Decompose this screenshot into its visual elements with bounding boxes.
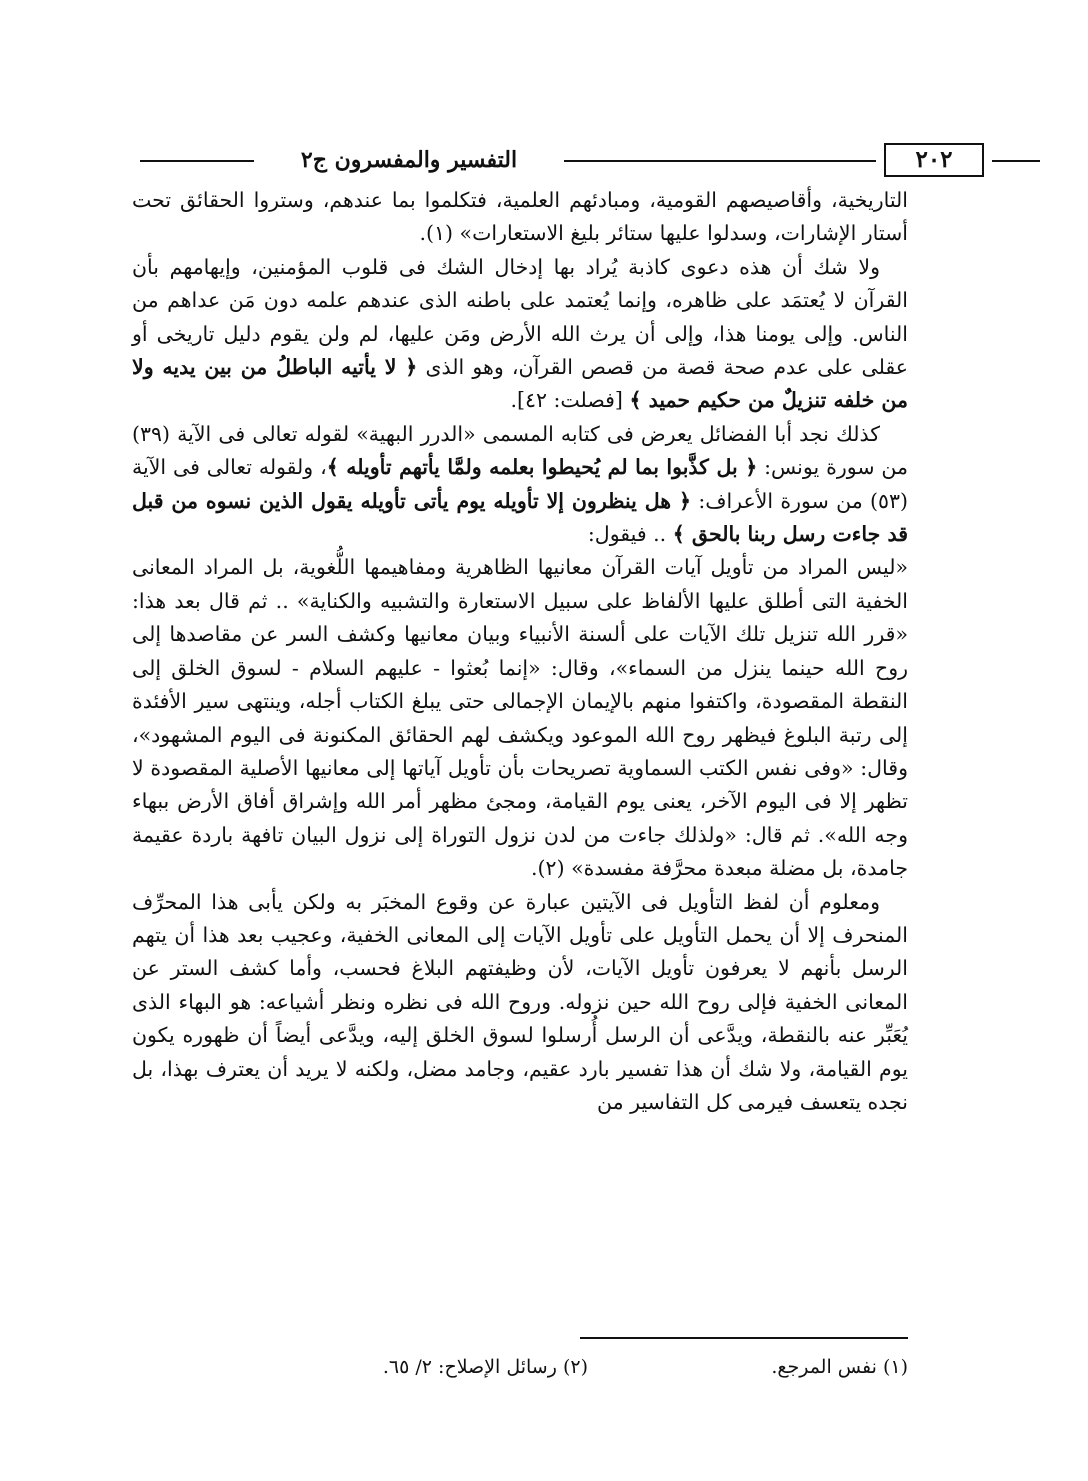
paragraph-2-text: ولا شك أن هذه دعوى كاذبة يُراد بها إدخال الشك فى قلوب المؤمنين، وإيهامهم بأن القرآن لا يُعتمَد على ظاهره، وإنما يُعتمد على باطنه الذى عندهم علمه دون مَن عداهم من الناس. وإلى يومنا هذا، وإلى أن يرث الله الأرض ومَن عليها، لم ولن يقوم دليل تاريخى أو عقلى على عدم صحة قصة من قصص القرآن، وهو الذى: [132, 254, 909, 380]
header-rule-left: [140, 160, 254, 162]
paragraph-4-quotation: «ليس المراد من تأويل آيات القرآن معانيها الظاهرية ومفاهيمها اللُّغوية، بل المراد المعانى الخفية التى أطلق عليها الألفاظ على سبيل الاستعارة والتشبيه والكناية» .. ثم قال بعد هذا: «قرر الله تنزيل تلك الآيات على ألسنة الأنبياء وبيان معانيها وكشف السر عن مقاصدها إلى روح الله حينما ينزل من السماء»، وقال: «إنما بُعثوا - عليهم السلام - لسوق الخلق إلى النقطة المقصودة، واكتفوا منهم بالإيمان الإجمالى حتى يبلغ الكتاب أجله، وينتهى سير الأفئدة إلى رتبة البلوغ فيظهر روح الله الموعود ويكشف لهم الحقائق المكنونة فى اليوم المشهود»، وقال: «وفى نفس الكتب السماوية تصريحات بأن تأويل آياتها إلى معانيها الأصلية المقصودة لا تظهر إلا فى اليوم الآخر، يعنى يوم القيامة، ومجئ مظهر أمر الله وإشراق أفاق الأرض ببهاء وجه الله». ثم قال: «ولذلك جاءت من لدن نزول التوراة إلى نزول البيان تافهة باردة عقيمة جامدة، بل مضلة مبعدة محرَّفة مفسدة» (٢).: [132, 555, 908, 881]
running-header: [132, 143, 953, 179]
header-rule-right: [992, 160, 1040, 162]
footnotes: [132, 1352, 908, 1388]
running-title: التفسير والمفسرون ج٢: [300, 147, 518, 173]
paragraph-3-middle: ، ولقوله تعالى فى الآية (٥٣) من سورة الأعراف:: [132, 455, 908, 513]
quran-verse-yunus: ﴿ بل كذَّبوا بما لم يُحيطوا بعلمه ولمَّا يأتهم تأويله ﴾: [326, 455, 758, 480]
paragraph-3-intro: كذلك نجد أبا الفضائل يعرض فى كتابه المسمى «الدرر البهية» لقوله تعالى فى الآية (٣٩) من سورة يونس:: [132, 421, 908, 480]
paragraph-5: ومعلوم أن لفظ التأويل فى الآيتين عبارة عن وقوع المخبَر به ولكن يأبى هذا المحرِّف المنحرف إلا أن يحمل التأويل على تأويل الآيات إلى المعانى الخفية، وعجيب بعد هذا أن يتهم الرسل بأنهم لا يعرفون تأويل الآيات، لأن وظيفتهم البلاغ فحسب، وأما كشف الستر عن المعانى الخفية فإلى روح الله حين نزوله. وروح الله فى نظره ونظر أشياعه: هو البهاء الذى يُعَبِّر عنه بالنقطة، ويدَّعى أن الرسل أُرسلوا لسوق الخلق إليه، ويدَّعى أيضاً أن ظهوره يكون يوم القيامة، ولا شك أن هذا تفسير بارد عقيم، وجامد مضل، ولكنه لا يريد أن يعترف بهذا، بل نجده يتعسف فيرمى كل التفاسير من: [132, 889, 908, 1114]
footnote-1: (١) نفس المرجع.: [771, 1356, 908, 1378]
header-rule-middle: [564, 160, 876, 162]
paragraph-3: [132, 418, 908, 552]
quran-verse-araf: ﴿ هل ينظرون إلا تأويله يوم يأتى تأويله يقول الذين نسوه من قبل قد جاءت رسل ربنا بالحق ﴾: [132, 488, 908, 547]
quran-verse-fussilat: ﴿ لا يأتيه الباطلُ من بين يديه ولا من خلفه تنزيلٌ من حكيم حميد ﴾: [132, 355, 908, 413]
main-text: [132, 184, 908, 1119]
paragraph-1: التاريخية، وأقاصيصهم القومية، ومبادئهم العلمية، فتكلموا بما عندهم، وستروا الحقائق تحت أستار الإشارات، وسدلوا عليها ستائر بليغ الاستعارات» (١).: [132, 188, 908, 246]
paragraph-3-end: .. فيقول:: [587, 522, 667, 547]
footnote-separator: [580, 1337, 908, 1339]
paragraph-2: [132, 251, 908, 418]
footnote-2: (٢) رسائل الإصلاح: ٢/ ٦٥.: [382, 1356, 588, 1378]
page-number: ٢٠٢: [884, 143, 984, 177]
verse-reference: [فصلت: ٤٢].: [510, 388, 623, 413]
